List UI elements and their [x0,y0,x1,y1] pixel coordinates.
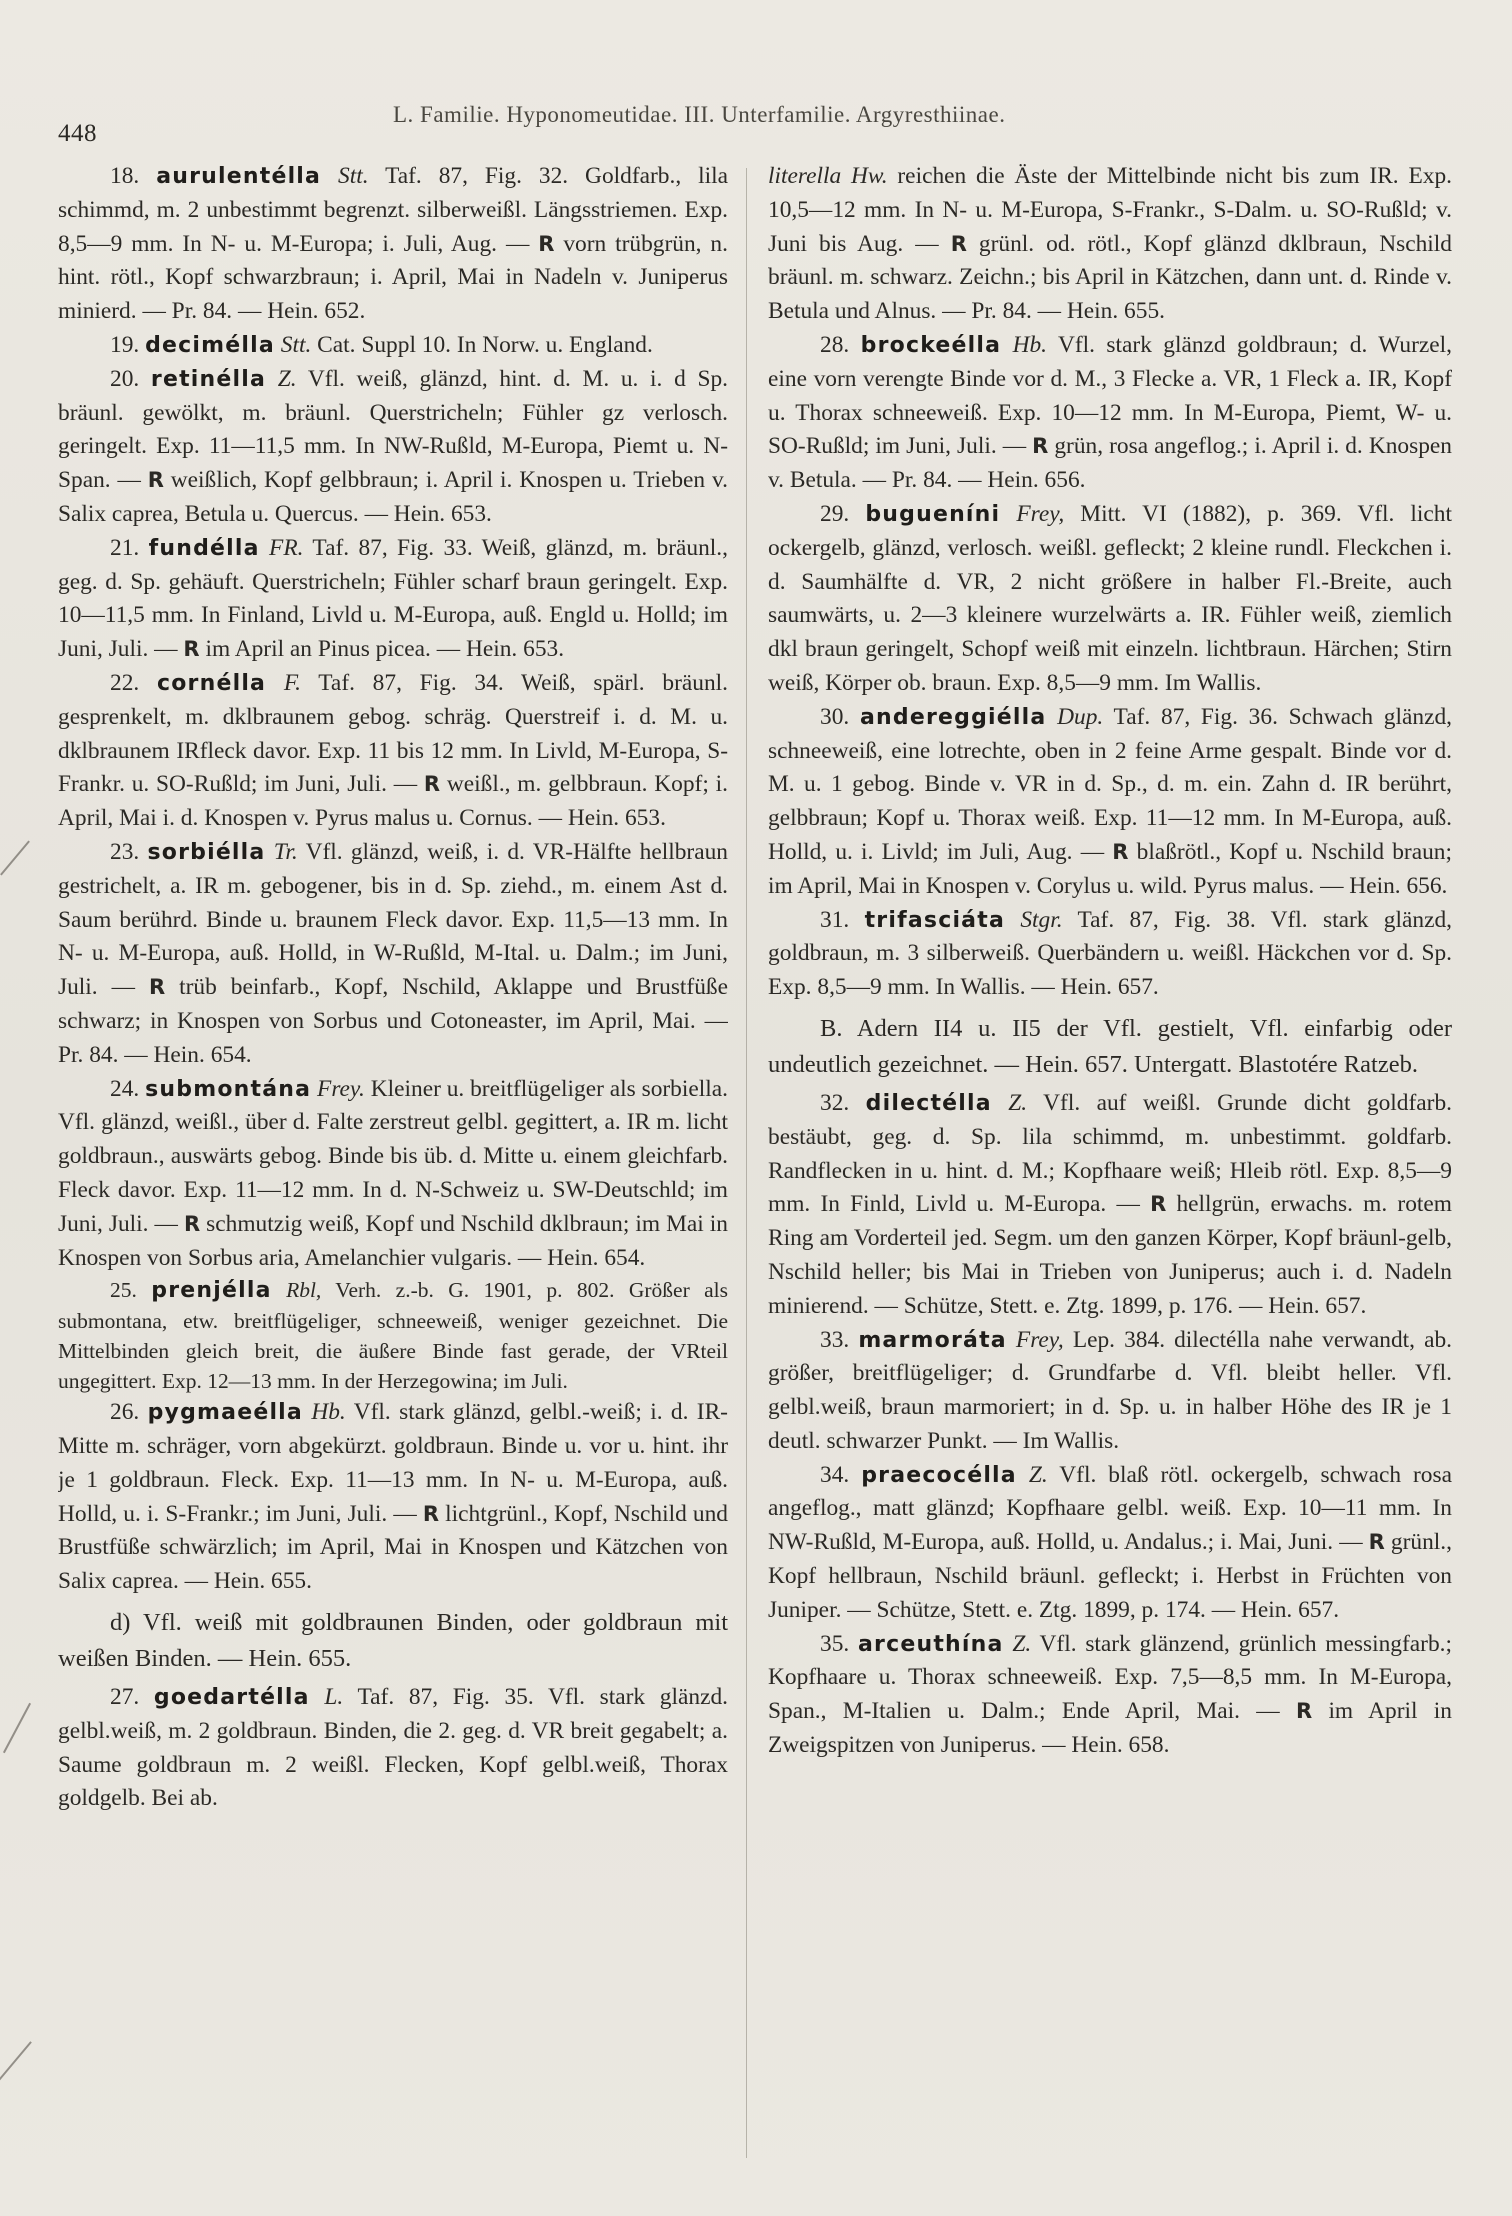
entry-description: Vfl. weiß, glänzd, hint. d. M. u. i. d Sp. bräunl. gewölkt, m. bräunl. Querstricheln; Fühler gz verlosch. geringelt. Exp. 11—11,5 mm. In NW-Rußld, M-Europa, Piemt u. N-Span. — [58,365,728,494]
species-name: fundélla [148,535,260,561]
entry-description: Vfl. stark glänzend, grünlich messingfarb.; Kopfhaare u. Thorax schneeweiß. Exp. 7,5—8,5 mm. In M-Europa, Span., M-Italien u. Dalm.; Ende April, Mai. — [768,1630,1452,1725]
species-name: bugueníni [865,501,1001,527]
entry-description: Vfl. stark glänzd goldbraun; d. Wurzel, eine vorn verengte Binde vor d. M., 3 Flecke a. VR, 1 Fleck a. IR, Kopf u. Thorax schneeweiß. Exp. 10—12 mm. In M-Europa, Piemt, W- u. SO-Rußld; im Juni, Juli. — [768,331,1452,460]
species-entry [768,160,1452,329]
species-entry [768,1459,1452,1628]
species-entry [768,1087,1452,1324]
page-number: 448 [58,120,97,147]
entry-number: 22. [110,669,157,696]
species-name: aurulentélla [156,164,322,189]
entry-larva-description: schmutzig weiß, Kopf und Nschild dklbraun; im Mai in Knospen von Sorbus aria, Amelanchier vulgaris. — Hein. 654. [58,1210,728,1271]
entry-number: 20. [110,365,151,392]
continued-taxon: literella Hw. [768,163,888,189]
author-abbrev: FR. [269,534,304,561]
species-name: deciméllа [145,332,275,358]
species-entry [768,498,1452,701]
larva-marker: R [1112,839,1129,864]
author-abbrev: Rbl, [286,1278,322,1303]
species-entry [768,1324,1452,1459]
entry-number: 29. [820,500,866,527]
entry-larva-description: im April an Pinus picea. — Hein. 653. [199,636,565,663]
larva-marker: R [147,468,164,493]
entry-description: Taf. 87, Fig. 36. Schwach glänzd, schneeweiß, eine lotrechte, oben in 2 feine Arme gespalt. Binde vor d. M. u. 1 gebog. Binde v. VR in d. Sp., d. m. ein. Zahn d. IR berührt, gelbbraun; Kopf u. Thorax weiß. Exp. 11—12 mm. In M-Europa, auß. Holld, u. i. Livld; im Juli, Aug. — [768,703,1452,865]
author-abbrev: Z. [277,365,297,392]
species-entry [768,1628,1452,1763]
larva-marker: R [1150,1192,1167,1217]
author-abbrev: Tr. [273,838,298,865]
larva-marker: R [538,231,555,256]
species-name: sorbiélla [147,839,266,865]
species-name: pygmaeélla [147,1400,303,1426]
entry-larva-description: grünl. od. rötl., Kopf glänzd dklbraun, Nschild bräunl. m. schwarz. Zeichn.; bis April in Kätzchen, dann unt. d. Rinde v. Betula und Alnus. — Pr. 84. — Hein. 655. [768,230,1452,325]
entry-description: Taf. 87, Fig. 33. Weiß, glänzd, m. bräunl., geg. d. Sp. gehäuft. Querstricheln; Fühler scharf braun geringelt. Exp. 10—11,5 mm. In Finland, Livld u. M-Europa, auß. Engld u. Holld; im Juni, Juli. — [58,534,728,663]
entry-number: 23. [110,838,148,865]
entry-description: Taf. 87, Fig. 38. Vfl. stark glänzd, goldbraun, m. 3 silberweiß. Querbändern u. weißl. Häckchen vor d. Sp. Exp. 8,5—9 mm. In Wallis. — Hein. 657. [768,906,1452,1001]
larva-marker: R [148,975,166,1000]
species-name: trifasciáta [864,907,1005,933]
entry-description: Vfl. auf weißl. Grunde dicht goldfarb. bestäubt, geg. d. Sp. lila schimmd, m. unbestimmt. goldfarb. Randflecken in u. hint. d. M.; Kopfhaare weiß; Hleib rötl. Exp. 8,5—9 mm. In Finld, Livld u. M-Europa. — [768,1089,1452,1218]
entry-number: 27. [110,1684,154,1711]
author-abbrev: Dup. [1057,703,1104,730]
entry-number: 18. [110,163,157,189]
author-abbrev: Z. [1028,1461,1048,1488]
larva-marker: R [422,1501,440,1526]
species-entry [58,1396,728,1599]
entry-description: Vfl. blaß rötl. ockergelb, schwach rosa angeflog., matt glänzd; Kopfhaare gelbl. weiß. Exp. 10—11 mm. In NW-Rußld, M-Europa, auß. Holld, u. Andalus.; i. Mai, Juni. — [768,1461,1452,1556]
entry-larva-description: hellgrün, erwachs. m. rotem Ring am Vorderteil jed. Segm. um den ganzen Körper, Kopf bräunl-gelb, Nschild heller; bis Mai in Trieben von Juniperus; auch i. d. Nadeln minierend. — Schütze, Stett. e. Ztg. 1899, p. 176. — Hein. 657. [768,1191,1452,1319]
entry-description: Vfl. stark glänzd, gelbl.-weiß; i. d. IR-Mitte m. schräger, vorn abgekürzt. goldbraun. Binde u. vor u. hint. ihr je 1 goldbraun. Fleck. Exp. 11—13 mm. In N- u. M-Europa, auß. Holld, u. i. S-Frankr.; im Juni, Juli. — [58,1399,728,1527]
entry-larva-description: lichtgrünl., Kopf, Nschild und Brustfüße schwärzlich; im April, Mai in Knospen und Kätzchen von Salix caprea. — Hein. 655. [58,1500,728,1595]
group-heading: B. Adern II4 u. II5 der Vfl. gestielt, Vfl. einfarbig oder undeutlich gezeichnet. — Hein. 657. Untergatt. Blastotére Ratzeb. [768,1014,1452,1078]
right-column [768,160,1452,2170]
entry-larva-description: trüb beinfarb., Kopf, Nschild, Aklappe und Brustfüße schwarz; in Knospen von Sorbus und Cotoneaster, im April, Mai. — Pr. 84. — Hein. 654. [58,974,728,1068]
species-name: submontána [145,1076,312,1102]
author-abbrev: L. [324,1684,344,1711]
entry-larva-description: blaßrötl., Kopf u. Nschild braun; im April, Mai in Knospen v. Corylus u. wild. Pyrus malus. — Hein. 656. [768,838,1452,899]
larva-marker: R [423,772,441,797]
species-entry [58,160,728,329]
species-name: cornélla [156,670,267,696]
entry-number: 33. [820,1326,859,1353]
larva-marker: R [1368,1530,1385,1555]
author-abbrev: Z. [1012,1630,1032,1657]
species-name: prenjélla [151,1278,272,1304]
entry-number: 19. [110,331,146,358]
column-divider [746,168,747,2158]
entry-number: 35. [820,1630,859,1657]
entry-number: 25. [110,1278,152,1303]
species-entry [58,1681,728,1816]
species-entry [768,904,1452,1005]
entry-description: Taf. 87, Fig. 35. Vfl. stark glänzd. gelbl.weiß, m. 2 goldbraun. Binden, die 2. geg. d. VR breit gegabelt; a. Saume goldbraun m. 2 weißl. Flecken, Kopf gelbl.weiß, Thorax goldgelb. Bei ab. [58,1684,728,1812]
species-entry [768,701,1452,904]
larva-marker: R [1295,1699,1313,1724]
author-abbrev: Frey. [317,1075,365,1102]
author-abbrev: Stgr. [1020,906,1063,933]
entry-larva-description: weißl., m. gelbbraun. Kopf; i. April, Mai i. d. Knospen v. Pyrus malus u. Cornus. — Hein. 653. [58,771,728,832]
entry-larva-description: weißlich, Kopf gelbbraun; i. April i. Knospen u. Trieben v. Salix caprea, Betula u. Quercus. — Hein. 653. [58,467,728,527]
author-abbrev: Hb. [1012,331,1048,358]
author-abbrev: Frey, [1016,500,1065,527]
entry-number: 32. [820,1089,866,1116]
entry-description: Mitt. VI (1882), p. 369. Vfl. licht ockergelb, glänzd, verlosch. weißl. gefleckt; 2 kleine rundl. Fleckchen i. d. Saumhälfte d. VR, 2 nicht größere in halber Fl.-Breite, auch saumwärts, u. 2—3 kleinere wurzelwärts a. IR. Fühler weiß, ziemlich dkl braun geringelt, Schopf weiß mit einzeln. lichtbraun. Härchen; Stirn weiß, Körper ob. braun. Exp. 8,5—9 mm. Im Wallis. [768,500,1452,696]
larva-marker: R [1032,434,1049,459]
margin-mark [3,1703,31,1753]
entry-number: 28. [820,331,861,358]
larva-marker: R [950,231,967,256]
running-title: L. Familie. Hyponomeutidae. III. Unterfamilie. Argyresthiinae. [393,102,1006,127]
author-abbrev: Hb. [311,1399,346,1426]
entry-number: 26. [110,1399,148,1426]
species-name: dilectélla [865,1090,992,1116]
species-entry [58,363,728,532]
entry-description: Kleiner u. breitflügeliger als sorbiella. Vfl. glänzd, weißl., über d. Falte zerstreut gelbl. gegittert, a. IR m. licht goldbraun., auswärts gebog. Binde bis üb. d. Mitte u. einem gleichfarb. Fleck davor. Exp. 11—12 mm. In d. N-Schweiz u. SW-Deutschld; im Juni, Juli. — [58,1075,728,1237]
margin-mark [0,2041,32,2081]
species-entry [58,532,728,667]
author-abbrev: Stt. [338,163,369,189]
species-entry [58,329,728,363]
entry-larva-description: vorn trübgrün, n. hint. rötl., Kopf schwarzbraun; i. April, Mai in Nadeln v. Juniperus minierd. — Pr. 84. — Hein. 652. [58,230,728,325]
species-name: brockeélla [860,332,1002,358]
margin-mark [0,841,30,876]
entry-number: 31. [820,906,865,933]
left-column [58,160,728,2170]
larva-marker: R [183,1211,201,1236]
entry-description: Taf. 87, Fig. 32. Goldfarb., lila schimmd, m. 2 unbestimmt begrenzt. silberweißl. Längsstriemen. Exp. 8,5—9 mm. In N- u. M-Europa; i. Juli, Aug. — [58,163,728,257]
entry-description: reichen die Äste der Mittelbinde nicht bis zum IR. Exp. 10,5—12 mm. In N- u. M-Europa, S-Frankr., S-Dalm. u. SO-Rußld; v. Juni bis Aug. — [768,163,1452,257]
author-abbrev: Z. [1008,1089,1028,1116]
entry-larva-description: grünl., Kopf hellbraun, Nschild bräunl. gefleckt; i. Herbst in Früchten von Juniper. — Schütze, Stett. e. Ztg. 1899, p. 174. — Hein. 657. [768,1529,1452,1623]
author-abbrev: Stt. [280,331,312,358]
larva-marker: R [183,637,200,662]
species-entry [768,329,1452,498]
species-name: goedartélla [153,1685,310,1711]
group-heading: d) Vfl. weiß mit goldbraunen Binden, oder goldbraun mit weißen Binden. — Hein. 655. [58,1609,728,1673]
entry-number: 24. [110,1075,146,1102]
entry-larva-description: grün, rosa angeflog.; i. April i. d. Knospen v. Betula. — Pr. 84. — Hein. 656. [768,433,1452,494]
species-entry [58,667,728,836]
entry-number: 30. [820,703,860,730]
author-abbrev: F. [283,669,301,696]
entry-larva-description: im April in Zweigspitzen von Juniperus. — Hein. 658. [768,1698,1452,1759]
author-abbrev: Frey, [1015,1326,1064,1353]
species-entry [58,836,728,1073]
species-name: marmoráta [858,1327,1007,1353]
entry-description: Lep. 384. dilectélla nahe verwandt, ab. größer, breitflügeliger; d. Grundfarbe d. Vfl. bleibt heller. Vfl. gelbl.weiß, braun marmoriert; in d. Sp. u. in halber Höhe des IR je 1 deutl. schwarzer Punkt. — Im Wallis. [768,1326,1452,1454]
page-header [58,102,1458,152]
entry-number: 21. [110,534,149,561]
entry-description: Vfl. glänzd, weiß, i. d. VR-Hälfte hellbraun gestrichelt, a. IR m. gebogener, bis in d. Sp. ziehd., m. einem Ast d. Saum berührd. Binde u. braunem Fleck davor. Exp. 11,5—13 mm. In N- u. M-Europa, auß. Holld, in W-Rußld, M-Ital. u. Dalm.; im Juni, Juli. — [58,838,728,1001]
species-name: retinélla [150,366,267,392]
species-name: arceuthína [858,1631,1004,1657]
species-name: andereggiélla [859,704,1047,730]
species-name: praecocélla [861,1462,1017,1488]
entry-description: Taf. 87, Fig. 34. Weiß, spärl. bräunl. gesprenkelt, m. dklbraunem gebog. schräg. Querstreif i. d. M. u. dklbraunem IRfleck davor. Exp. 11 bis 12 mm. In Livld, M-Europa, S-Frankr. u. SO-Rußld; im Juni, Juli. — [58,669,728,798]
entry-description: Cat. Suppl 10. In Norw. u. England. [311,331,653,358]
entry-number: 34. [820,1461,862,1488]
entry-description: Verh. z.-b. G. 1901, p. 802. Größer als submontana, etw. breitflügeliger, schneeweiß, weniger gezeichnet. Die Mittelbinden gleich breit, die äußere Binde fast gerade, der VRteil ungegittert. Exp. 12—13 mm. In der Herzegowina; im Juli. [58,1278,728,1394]
species-entry [58,1275,728,1396]
species-entry [58,1073,728,1276]
